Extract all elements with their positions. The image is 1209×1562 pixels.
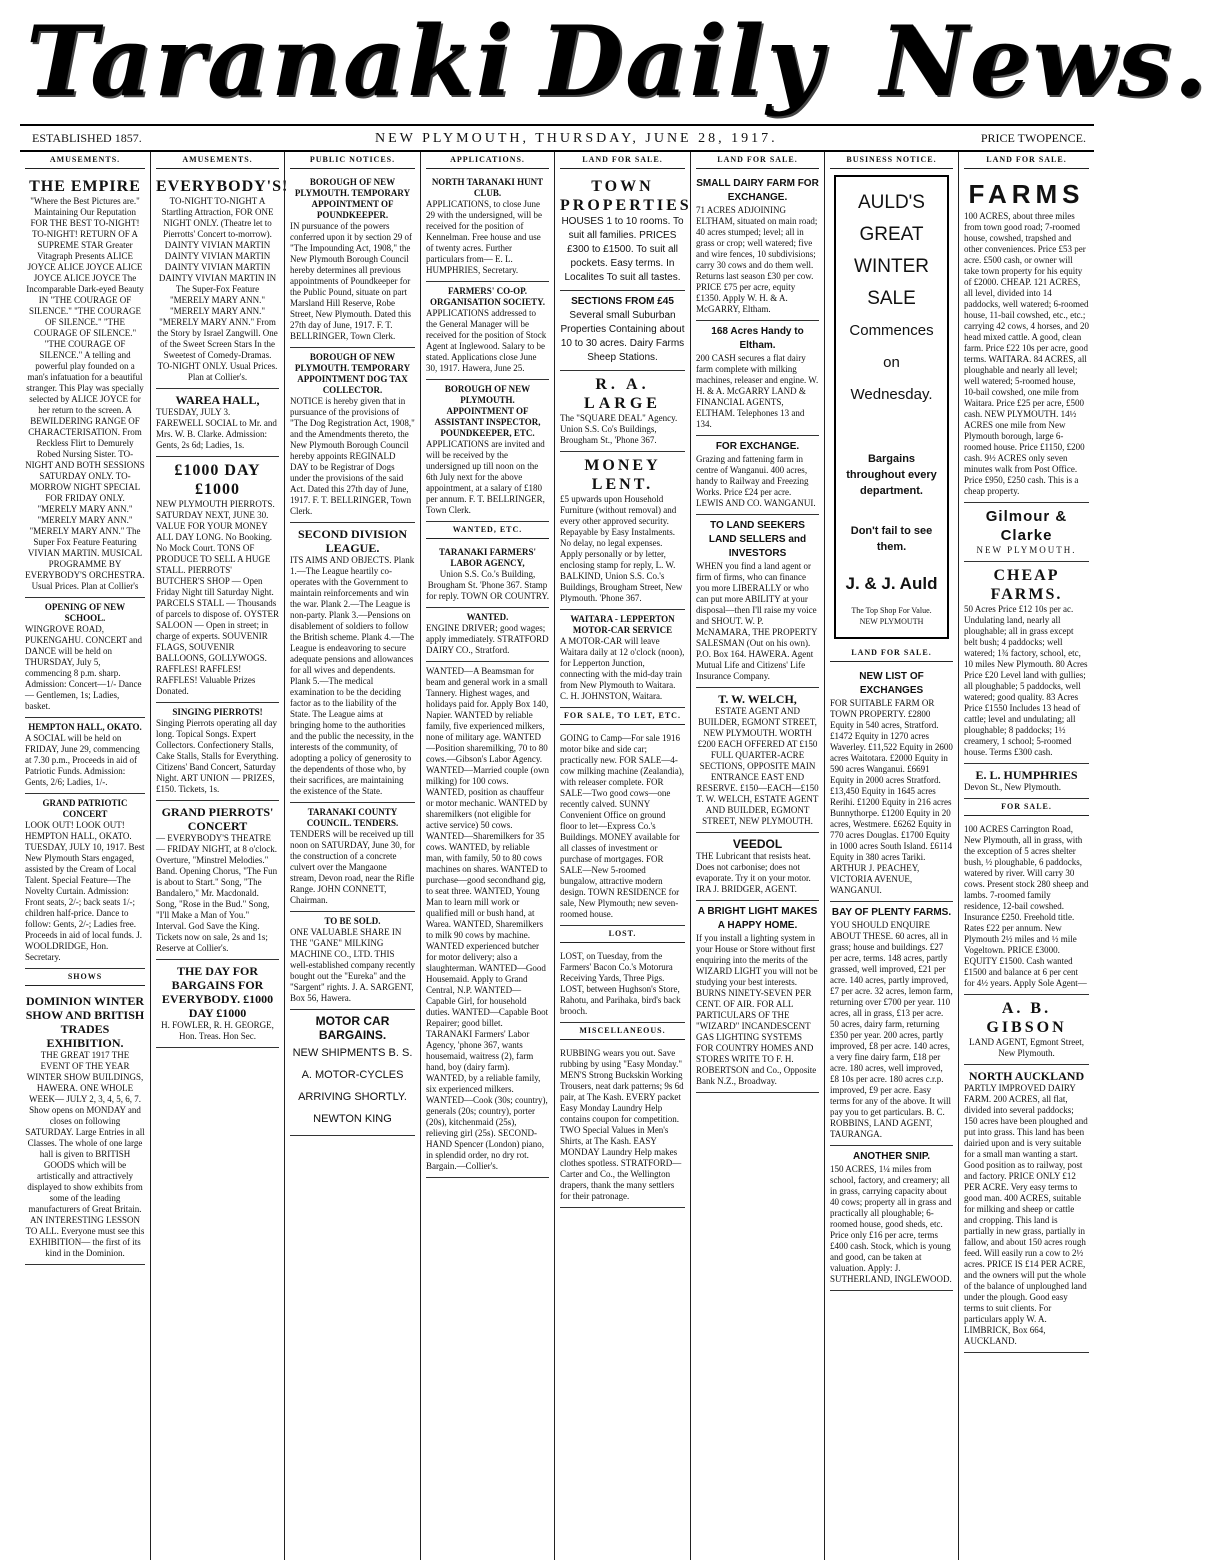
ad-title: A. B. GIBSON [986, 1000, 1067, 1036]
ad-title: TO LAND SEEKERS LAND SELLERS and INVESTORS [708, 520, 807, 559]
ad-body: WINGROVE ROAD, PUKENGAHU. CONCERT and DANCE will be held on THURSDAY, July 5, commencing 8 p.m. sharp. Admission: Concert—1/- Dance— Gentlemen, 1s; Ladies, basket. [25, 624, 143, 711]
ad-body: NEW PLYMOUTH PIERROTS. SATURDAY NEXT, JUNE 30. VALUE FOR YOUR MONEY ALL DAY LONG. No Booking. No Mock Court. TONS OF PRODUCE TO SELL A HUGE STALL. PIERROTS' BUTCHER'S SHOP — Open Friday Night till Saturday Night. PARCELS STALL — Thousands of parcels to dispose of. OYSTER SALOON — Open in street; in charge of experts. SOUVENIR FLAGS, SOUVENIR BALLOONS, GOLLYWOGS. RAFFLES! RAFFLES! RAFFLES! Valuable Prizes Donated. [156, 499, 279, 696]
masthead [20, 5, 1209, 118]
advert [964, 820, 1089, 995]
column-4 [420, 152, 554, 1560]
ad-title: MONEY LENT. [584, 457, 661, 493]
ad-body: If you install a lighting system in your House or Store without first enquiring into the merits of the WIZARD LIGHT you will not be studying your best interests. BURNS NINETY-SEVEN PER CENT. OF AIR. FOR ALL PARTICULARS OF THE "WIZARD" INCANDESCENT GAS LIGHTING SYSTEMS FOR COUNTRY HOMES AND STORES WRITE TO F. H. ROBERTSON and Co., Opposite Bank N.Z., Broadway. [696, 933, 818, 1086]
notice-title: BOROUGH OF NEW PLYMOUTH. TEMPORARY APPOINTMENT OF POUNDKEEPER. [294, 177, 411, 220]
ad-body: ENGINE DRIVER; good wages; apply immediately. STRATFORD DAIRY CO., Stratford. [426, 623, 549, 655]
ad-body: TO-NIGHT TO-NIGHT A Startling Attraction, FOR ONE NIGHT ONLY. (Theatre let to Pierrotts' Concert to-morrow). DAINTY VIVIAN MARTIN DAINTY VIVIAN MARTIN DAINTY VIVIAN MARTIN DAINTY VIVIAN MARTIN IN The Super-Fox Feature "MERELY MARY ANN." "MERELY MARY ANN." "MERELY MARY ANN." From the Story by Israel Zangwill. One of the Sweet Screen Stars In the Sweetest of Comedy-Dramas. TO-NIGHT ONLY. Usual Prices. Plan at Collier's. [157, 196, 278, 382]
application-title: NORTH TARANAKI HUNT CLUB. [431, 177, 544, 198]
column-heading: LAND FOR SALE. [696, 152, 819, 169]
advert [156, 457, 279, 703]
section-heading: LOST. [560, 926, 685, 943]
classifieds-body: WANTED—A Beamsman for beam and general work in a small Tannery. Highest wages, and holidays paid for. Apply Box 140, Napier. WANTED by reliable family, five experienced milkers, none of military age. WANTED—Position sharemilking, 70 to 80 cows.—Gibson's Labor Agency. WANTED—Married couple (own milking) for 100 cows. WANTED, position as chauffeur or motor mechanic. WANTED by sharemilkers (not eligible for active service) 50 cows. WANTED—Sharemilkers for 35 cows. WANTED, by reliable man, with family, 50 to 80 cows machines on shares. WANTED to purchase—good secondhand gig, to seat three. WANTED, Young Man to learn mill work or qualified mill or bush hand, at Warea. WANTED, Sharemilkers to milk 90 cows by machine. WANTED experienced butcher for motor delivery; also a slaughterman. WANTED—Good Housemaid. Apply to Grand Central, N.P. WANTED—Capable Girl, for household duties. WANTED—Capable Boot Repairer; good billet. TARANAKI Farmers' Labor Agency, 'phone 367, wants housemaid, waitress (2), farm hand, boy (dairy farm). WANTED, by a reliable family, six experienced milkers. WANTED—Cook (30s; country), generals (20s; country), porter (20s), kitchenmaid (25s), relieving girl (25s). SECOND-HAND Spencer (London) piano, in splendid order, no dry rot. Bargain.—Collier's. [426, 666, 549, 1171]
classifieds [426, 662, 549, 1178]
ad-title: GRAND PATRIOTIC CONCERT [42, 798, 128, 819]
advert [426, 543, 549, 608]
advert [964, 995, 1089, 1065]
advert [25, 990, 145, 1265]
advert [560, 452, 685, 610]
ad-body: 71 ACRES ADJOINING ELTHAM, situated on main road; 40 acres stumped; level; all in grass or crop; well watered; five and wire fences, 10 subdivisions; carry 30 cows and do them well. Returns last season £30 per cow. PRICE £75 per acre, equity £1350. Apply W. H. & A. McGARRY, Eltham. [696, 205, 818, 314]
ad-title: EVERYBODY'S! [156, 178, 289, 195]
ad-body: THE Lubricant that resists heat. Does not carbonise; does not evaporate. Try it on your motor. IRA J. BRIDGER, AGENT. [696, 851, 811, 894]
advert [156, 801, 279, 960]
application-body: APPLICATIONS are invited and will be received by the undersigned up till noon on the 6th July next for the above appointment, at a salary of £180 per annum. F. T. BELLRINGER, Town Clerk. [426, 439, 545, 515]
issue-date: NEW PLYMOUTH, THURSDAY, JUNE 28, 1917. [375, 131, 778, 146]
ad-title: FOR EXCHANGE. [715, 441, 800, 452]
application [426, 380, 549, 522]
application-body: APPLICATIONS addressed to the General Manager will be received for the position of Stock Agent at Inglewood. Salary to be stated. Applications close June 30, 1917. Hawera, June 25. [426, 308, 547, 373]
auld-line: WINTER [854, 256, 929, 277]
ad-title: NEW LIST OF EXCHANGES [859, 671, 924, 696]
column-7 [824, 152, 958, 1560]
ad-title: OPENING OF NEW SCHOOL. [44, 602, 126, 623]
advert [696, 436, 819, 515]
ad-body: £5 upwards upon Household Furniture (without removal) and every other approved security. Repayable by Easy Instalments. No delay, no legal expenses. Apply personally or by letter, enclosing stamp for reply, L. W. BALKIND, Union S.S. Co.'s Buildings, Brougham Street, New Plymouth. 'Phone 367. [560, 494, 683, 603]
notice-title: TO BE SOLD. [324, 916, 381, 926]
columns [20, 152, 1094, 1560]
ad-body: NEW PLYMOUTH. [976, 545, 1077, 555]
advert [696, 515, 819, 688]
ad-body: YOU SHOULD ENQUIRE ABOUT THESE. 60 acres, all in grass; house and buildings. £27 per acre, terms. 148 acres, partly grassed, well improved, £21 per acre. 140 acres, partly improved, £7 per acre. 32 acres, lemon farm, returning over £700 per year. 110 acres, all in grass, £13 per acre. 50 acres, dairy farm, returning £350 per year. 200 acres, partly improved, £8 per acre. 140 acres, a very fine dairy farm, £18 per acre. 180 acres, well improved, £8 10s per acre. 180 acres c.r.p. improved, £9 per acre. Easy terms for any of the above. It will pay you to get particulars. B. C. ROBBINS, LAND AGENT, TAURANGA. [830, 920, 953, 1139]
advert [696, 833, 819, 901]
ad-body: H. FOWLER, R. H. GEORGE, Hon. Treas. Hon Sec. [161, 1020, 274, 1041]
classifieds [560, 1044, 685, 1208]
advert [156, 389, 279, 457]
auld-line: on Wednesday. [850, 354, 933, 403]
ad-body: Union S.S. Co.'s Building, Brougham St. 'Phone 367. Stamp for reply. TOWN OR COUNTRY. [426, 569, 549, 601]
notice [290, 803, 415, 912]
advert [696, 688, 819, 833]
advert [560, 291, 685, 371]
ad-body: WHEN you find a land agent or firm of firms, who can finance you more LIBERALLY or who can put more ABILITY at your disposal—then I'll raise my voice and SHOUT. W. P. McNAMARA, THE PROPERTY SALESMAN (Out on his own). P.O. Box 164. HAWERA. Agent Mutual Life and Citizens' Life Insurance Company. [696, 561, 818, 681]
advert [560, 610, 685, 708]
column-heading: AMUSEMENTS. [156, 152, 279, 169]
advert [964, 764, 1089, 799]
ad-title: VEEDOL [732, 837, 783, 851]
advert [696, 173, 819, 321]
advert [830, 666, 953, 902]
auld-fail: Don't fail to see them. [850, 525, 933, 553]
column-heading: APPLICATIONS. [426, 152, 549, 169]
advert [696, 901, 819, 1093]
application [426, 282, 549, 380]
section-heading: WANTED, ETC. [426, 522, 549, 539]
column-3 [284, 152, 420, 1560]
ad-title: A BRIGHT LIGHT MAKES A HAPPY HOME. [697, 906, 818, 931]
ad-body: HOUSES 1 to 10 rooms. To suit all families. PRICES £300 to £1500. To suit all pockets. Easy terms. In Localites To suit all tastes. [561, 216, 684, 283]
advert [290, 1010, 415, 1136]
advert [830, 1146, 953, 1291]
advert [426, 608, 549, 662]
ad-title: WANTED. [466, 612, 509, 622]
ad-body: LAND AGENT, Egmont Street, New Plymouth. [968, 1037, 1085, 1058]
column-6 [690, 152, 824, 1560]
ad-body: ESTATE AGENT AND BUILDER, EGMONT STREET, NEW PLYMOUTH. WORTH £200 EACH OFFERED AT £150 FULL QUARTER-ACRE SECTIONS, OPPOSITE MAIN ENTRANCE EAST END RESERVE. £150—EACH—£150 T. W. WELCH, ESTATE AGENT AND BUILDER, EGMONT STREET, NEW PLYMOUTH. [696, 706, 819, 826]
section-heading: FOR SALE. [964, 799, 1089, 816]
ad-title: TARANAKI FARMERS' LABOR AGENCY, [439, 547, 536, 568]
ad-body: FOR SUITABLE FARM OR TOWN PROPERTY. £2800 Equity in 540 acres, Stratford. £1472 Equity in 1270 acres Waverley. £11,522 Equity in 2600 acres Waitotara. £2000 Equity in 590 acres Wanganui. £6691 Equity in 2000 acres Stratford. £13,450 Equity in 1645 acres Rerihi. £1200 Equity in 216 acres Bunnythorpe. £1200 Equity in 20 acres, Westmere. £6262 Equity in 770 acres Douglas. £1700 Equity in 1000 acres South Island. £6114 Equity in 380 acres Tariki. ARTHUR J. PEACHEY, VICTORIA AVENUE, WANGANUI. [830, 698, 953, 895]
ad-title: 168 Acres Handy to Eltham. [711, 326, 804, 351]
advert [560, 173, 692, 291]
advert [560, 371, 685, 452]
advert [964, 1065, 1089, 1353]
application-title: BOROUGH OF NEW PLYMOUTH. APPOINTMENT OF ASSISTANT INSPECTOR, POUNDKEEPER, ETC. [434, 384, 541, 438]
ad-body: A MOTOR-CAR will leave Waitara daily at 12 o'clock (noon), for Lepperton Junction, connecting with the mid-day train from New Plymouth to Waitara. C. H. JOHNSTON, Waitara. [560, 636, 685, 701]
advert [964, 562, 1089, 764]
notice-title: SECOND DIVISION LEAGUE. [297, 527, 408, 555]
advert [25, 794, 145, 969]
ad-title: T. W. WELCH, [718, 692, 797, 706]
ad-body: LOOK OUT! LOOK OUT! HEMPTON HALL, OKATO. TUESDAY, JULY 10, 1917. Best New Plymouth Stars engaged, assisted by the Cream of Local Talent. Special Feature—The Novelty Curtain. Admission: Front seats, 2/-; back seats 1/-; children half-price. Dance to follow: Gents, 2/-; Ladies free. Proceeds in aid of local funds. J. WOOLDRIDGE, Hon. Secretary. [25, 820, 145, 962]
column-heading: LAND FOR SALE. [560, 152, 685, 169]
advert [964, 173, 1089, 503]
notice [290, 348, 415, 523]
column-5 [554, 152, 690, 1560]
advert [964, 503, 1089, 562]
section-heading: FOR SALE, TO LET, ETC. [560, 708, 685, 725]
classifieds-body: GOING to Camp—For sale 1916 motor bike and side car; practically new. FOR SALE—4-cow milking machine (Zealandia), with releaser complete. FOR SALE—Two good cows—one recently calved. SUNNY Convenient Office on ground floor to let—Express Co.'s Buildings. MONEY available for all classes of investment or purchase of mortgages. FOR SALE—New 5-roomed bungalow, attractive modern design. TOWN RESIDENCE for sale, New Plymouth; new seven-roomed house. [560, 733, 684, 919]
advert [156, 960, 279, 1048]
ad-title: Gilmour & Clarke [985, 508, 1068, 544]
classifieds-body: RUBBING wears you out. Save rubbing by using "Easy Monday." MEN'S Strong Buckskin Working Trousers, neat dark patterns; 9s 6d pair, at The Kash. EVERY packet Easy Monday Laundry Help contains coupon for competition. TWO Special Values in Men's Shirts, at The Kash. EASY MONDAY Laundry Help makes clothes spotless. STRATFORD—Carter and Co., the Wellington drapers, thank the many settlers for their patronage. [560, 1048, 684, 1201]
ad-title: WAREA HALL, [175, 393, 260, 407]
classifieds [560, 729, 685, 926]
ad-body: Grazing and fattening farm in centre of Wanganui. 400 acres, handy to Railway and Freezing Works. Price £24 per acre. LEWIS AND CO. WANGANUI. [696, 454, 816, 508]
advert [25, 598, 145, 718]
column-heading: BUSINESS NOTICE. [830, 152, 953, 169]
classifieds [560, 947, 685, 1023]
ad-title: CHEAP FARMS. [990, 567, 1063, 603]
ad-title: SECTIONS FROM £45 [571, 296, 674, 307]
auld-line: SALE [867, 288, 916, 309]
auld-sub: The Top Shop For Value. NEW PLYMOUTH [851, 606, 932, 626]
advert [25, 173, 145, 598]
ad-body: 150 ACRES, 1¼ miles from school, factory, and creamery; all in grass, carrying capacity about 40 cows; property all in grass and practically all ploughable; 6-roomed house, good sheds, etc. Price only £16 per acre, terms £400 cash. Stock, which is young and good, can be taken at valuation. Apply: J. SUTHERLAND, INGLEWOOD. [830, 1164, 952, 1284]
ad-body: THE GREAT 1917 THE EVENT OF THE YEAR WINTER SHOW BUILDINGS, HAWERA. ONE WHOLE WEEK— JULY 2, 3, 4, 5, 6, 7. Show opens on MONDAY and closes on following SATURDAY. Large Entries in all Classes. The whole of one large hall is given to BRITISH GOODS which will be artistically and attractively displayed to show exhibits from some of the leading manufacturers of Great Britain. AN INTERESTING LESSON TO ALL. Everyone must see this EXHIBITION— the first of its kind in the Dominion. [25, 1050, 145, 1258]
auld-sale-box [834, 175, 949, 639]
ad-title: FARMS [968, 179, 1085, 209]
advert [156, 703, 279, 801]
masthead-word-2: Daily [540, 5, 825, 118]
masthead-word-1: Taranaki [26, 5, 515, 118]
notice [290, 523, 415, 803]
auld-line: GREAT [859, 224, 924, 245]
established: ESTABLISHED 1857. [32, 131, 142, 145]
ad-title: MOTOR CAR BARGAINS. [315, 1014, 390, 1042]
ad-body: Singing Pierrots operating all day long. Topical Songs. Expert Collectors. Confectionery Stalls, Cake Stalls, Stalls for Everything. Citizens' Band Concert, Saturday Night. ART UNION — PRIZES, £150. Tickets, 1s. [156, 718, 279, 794]
ad-title: THE DAY FOR BARGAINS FOR EVERYBODY. £1000 DAY £1000 [161, 964, 274, 1020]
notice-title: BOROUGH OF NEW PLYMOUTH. TEMPORARY APPOINTMENT DOG TAX COLLECTOR. [294, 352, 411, 395]
notice [290, 173, 415, 348]
column-8 [958, 152, 1094, 1560]
column-1 [20, 152, 150, 1560]
ad-body: "Where the Best Pictures are." Maintaining Our Reputation FOR THE BEST TO-NIGHT! TO-NIGHT! RETURN OF A SUPREME STAR Greater Vitagraph Presents ALICE JOYCE ALICE JOYCE ALICE JOYCE ALICE JOYCE The Incomparable Dark-eyed Beauty IN "THE COURAGE OF SILENCE." "THE COURAGE OF SILENCE." "THE COURAGE OF SILENCE." "THE COURAGE OF SILENCE." A telling and powerful play founded on a man's infatuation for a beautiful stranger. This Play was specially selected by ALICE JOYCE for her return to the screen. A BEWILDERING RANGE OF CHARACTERISATION. From Reckless Flirt to Demurely Robed Nursing Sister. TO-NIGHT AND BOTH SESSIONS SATURDAY ONLY. TO-MORROW NIGHT SPECIAL FOR FRIDAY ONLY. "MERELY MARY ANN." "MERELY MARY ANN." "MERELY MARY ANN." The Super Fox Feature Featuring VIVIAN MARTIN. MUSICAL PROGRAMME BY EVERYBODY'S ORCHESTRA. Usual Prices. Plan at Collier's [25, 196, 145, 591]
auld-bargains: Bargains throughout every department. [846, 453, 937, 497]
price: PRICE TWOPENCE. [980, 131, 1086, 145]
classifieds-body: LOST, on Tuesday, from the Farmers' Bacon Co.'s Motorura Receiving Yards, Three Pigs. LOST, between Hughson's Store, Rahotu, and Parihaka, bird's back brooch. [560, 951, 681, 1016]
ad-title: THE EMPIRE [29, 178, 141, 195]
ad-title: £1000 DAY £1000 [174, 462, 261, 498]
column-2 [150, 152, 289, 1560]
ad-title: NORTH AUCKLAND [968, 1069, 1085, 1083]
application-body: APPLICATIONS, to close June 29 with the undersigned, will be received for the position of Kennelman. Free house and use of twenty acres. Further particulars from— E. L. HUMPHRIES, Secretary. [426, 199, 542, 275]
notice-body: IN pursuance of the powers conferred upon it by section 29 of "The Impounding Act, 1908," the New Plymouth Borough Council hereby determines all previous appointments of Poundkeeper for the Public Pound, situate on part Marsland Hill Reserve, Robe Street, New Plymouth. Dated this 27th day of June, 1917. F. T. BELLRINGER, Town Clerk. [290, 221, 412, 341]
ad-body: NEW SHIPMENTS B. S. A. MOTOR-CYCLES ARRIVING SHORTLY. NEWTON KING [292, 1047, 413, 1125]
ad-title: SINGING PIERROTS! [172, 707, 263, 717]
section-heading: LAND FOR SALE. [830, 645, 953, 662]
ad-body: — EVERYBODY'S THEATRE — FRIDAY NIGHT, at 8 o'clock. Overture, "Minstrel Melodies." Band. Opening Chorus, "The Fun is about to Start." Song, "The Bandalero," Mr. Macdonald. Song, "Rose in the Bud." Song, "I'll Make a Man of You." Interval. God Save the King. Tickets now on sale, 2s and 1s; Reserve at Collier's. [156, 833, 278, 953]
ad-title: TOWN PROPERTIES [560, 178, 692, 214]
notice-body: ITS AIMS AND OBJECTS. Plank 1.—The League heartily co-operates with the Government to maintain reinforcements and win the war. Plank 2.—The League is non-party. Plank 3.—Pensions on disablement of soldiers to follow the British scheme. Plank 4.—The League is endeavoring to secure adequate pensions and allowances for all wives and dependents. Plank 5.—The medical examination to be the deciding factor as to the liability of the State. The League aims at bringing home to the authorities and the public the necessity, in the interests of the community, of adopting a policy of generosity to the dependents of those who, by their sacrifices, are maintaining the existence of the State. [290, 555, 415, 796]
ad-title: R. A. LARGE [584, 376, 661, 412]
advert [830, 902, 953, 1146]
application-title: FARMERS' CO-OP. ORGANISATION SOCIETY. [429, 286, 546, 307]
ad-title: SMALL DAIRY FARM FOR EXCHANGE. [696, 178, 819, 203]
auld-line: Commences [849, 322, 934, 339]
ad-body: 100 ACRES, about three miles from town good road; 7-roomed house, cowshed, trapshed and other conveniences. Price £53 per acre. £500 cash, or owner will take town property for his equity of £2000. CHEAP. 121 ACRES, all level, divided into 14 paddocks, well watered; 6-roomed house, 11-bail cowshed, etc., etc.; carrying 42 cows, 4 horses, and 20 head mixed cattle. A good, clean farm. Price £22 10s per acre, good terms. WAITARA. 84 ACRES, all ploughable and nearly all level; well watered; 5-roomed house, 10-bail cowshed, one mile from Waitara. Price £25 per acre, £500 cash. NEW PLYMOUTH. 14½ ACRES one mile from New Plymouth borough, large 6-roomed house. Price £1150, £200 cash. 9½ ACRES only seven minutes walk from Post Office. Price £950, £250 cash. This is a cheap property. [964, 211, 1089, 496]
ad-body: A SOCIAL will be held on FRIDAY, June 29, commencing at 7.30 p.m., Proceeds in aid of Patriotic Funds. Admission: Gents, 2/6; Ladies, 1/-. [25, 733, 140, 787]
notice-body: NOTICE is hereby given that in pursuance of the provisions of "The Dog Registration Act, 1908," and the Amendments thereto, the New Plymouth Borough Council hereby appoints REGINALD DAY to be Registrar of Dogs under the provisions of the said Act. Dated this 27th day of June, 1917. F. T. BELLRINGER, Town Clerk. [290, 396, 415, 516]
masthead-word-3: News. [880, 5, 1209, 118]
column-heading: AMUSEMENTS. [25, 152, 145, 169]
notice-body: ONE VALUABLE SHARE IN THE "GANE" MILKING MACHINE CO., LTD. THIS well-established company recently bought out the "Eureka" and the "Sargent" rights. J. A. SARGENT, Box 56, Hawera. [290, 927, 415, 1003]
ad-title: BAY OF PLENTY FARMS. [831, 907, 952, 918]
ad-title: ANOTHER SNIP. [852, 1151, 931, 1162]
section-heading: SHOWS [25, 969, 145, 986]
ad-title: HEMPTON HALL, OKATO. [28, 722, 142, 732]
ad-title: GRAND PIERROTS' CONCERT [161, 805, 274, 833]
auld-line: AULD'S [858, 192, 925, 213]
ad-title: E. L. HUMPHRIES [975, 768, 1078, 782]
advert [156, 173, 289, 389]
ad-body: Devon St., New Plymouth. [964, 782, 1062, 792]
ad-body: TUESDAY, JULY 3. FAREWELL SOCIAL to Mr. and Mrs. W. B. Clarke. Admission: Gents, 2s 6d; Ladies, 1s. [156, 407, 277, 450]
ad-body: 50 Acres Price £12 10s per ac. Undulating land, nearly all ploughable; all in grass except belt bush; 4 paddocks; well watered; 1¾ factory, school, etc, 10 miles New Plymouth. 80 Acres Price £20 Level land with gullies; all ploughable; 5 paddocks, well watered; good quality. 83 Acres Price £1550 Includes 13 head of cattle; level and undulating; all ploughable; 8 paddocks; 1½ creamery, 1 school; 5-roomed house. Terms £300 cash. [964, 604, 1088, 757]
application [426, 173, 549, 282]
column-heading: LAND FOR SALE. [964, 152, 1089, 169]
notice [290, 912, 415, 1010]
ad-body: Several small Suburban Properties Containing about 10 to 30 acres. Dairy Farms Sheep Stations. [560, 310, 685, 363]
ad-title: WAITARA - LEPPERTON MOTOR-CAR SERVICE [570, 614, 675, 635]
notice-body: TENDERS will be received up till noon on SATURDAY, June 30, for the construction of a concrete culvert over the Mangaone stream, Devon road, near the Rifle Range. JOHN CONNETT, Chairman. [290, 829, 415, 905]
ad-title: DOMINION WINTER SHOW AND BRITISH TRADES EXHIBITION. [25, 994, 145, 1050]
dateline [20, 124, 1094, 152]
advert [696, 321, 819, 436]
advert [25, 718, 145, 794]
section-heading: MISCELLANEOUS. [560, 1023, 685, 1040]
auld-name: J. & J. Auld [845, 574, 938, 593]
ad-body: 100 ACRES Carrington Road, New Plymouth, all in grass, with the exception of 5 acres shelter bush, ½ ploughable, 6 paddocks, watered by river. Will carry 30 cows. Present stock 280 sheep and lambs. 7-roomed family residence, 12-bail cowshed. Insurance £250. Freehold title. Rates £22 per annum. New Plymouth 2½ miles and ½ mile Vogeltown. PRICE £3000. EQUITY £1500. Cash wanted £1500 and balance at 6 per cent for 4½ years. Apply Sole Agent— [964, 824, 1089, 988]
ad-body: The "SQUARE DEAL" Agency. Union S.S. Co's Buildings, Brougham St., 'Phone 367. [560, 413, 678, 445]
ad-body: 200 CASH secures a flat dairy farm complete with milking machines, releaser and engine. W. H. & A. McGARRY LAND & FINANCIAL AGENTS, ELTHAM. Telephones 13 and 134. [696, 353, 819, 429]
notice-title: TARANAKI COUNTY COUNCIL. TENDERS. [306, 807, 399, 828]
column-heading: PUBLIC NOTICES. [290, 152, 415, 169]
ad-body: PARTLY IMPROVED DAIRY FARM. 200 ACRES, all flat, divided into several paddocks; 150 acres have been ploughed and put into grass. This land has been dairied upon and is very suitable for a small man wanting a start. Good position as to railway, post and factory. PRICE ONLY £12 PER ACRE. Very easy terms to good man. 400 ACRES, suitable for milking and sheep or cattle and cropping. This land is partially in new grass, partially in fallow, and about 150 acres rough feed. Will easily run a cow to 2½ acres. PRICE IS £14 PER ACRE, and the owners will put the whole of the balance of unploughed land under the plough. Good easy terms to suit clients. For particulars apply W. A. LIMBRICK, Box 664, AUCKLAND. [964, 1083, 1088, 1346]
